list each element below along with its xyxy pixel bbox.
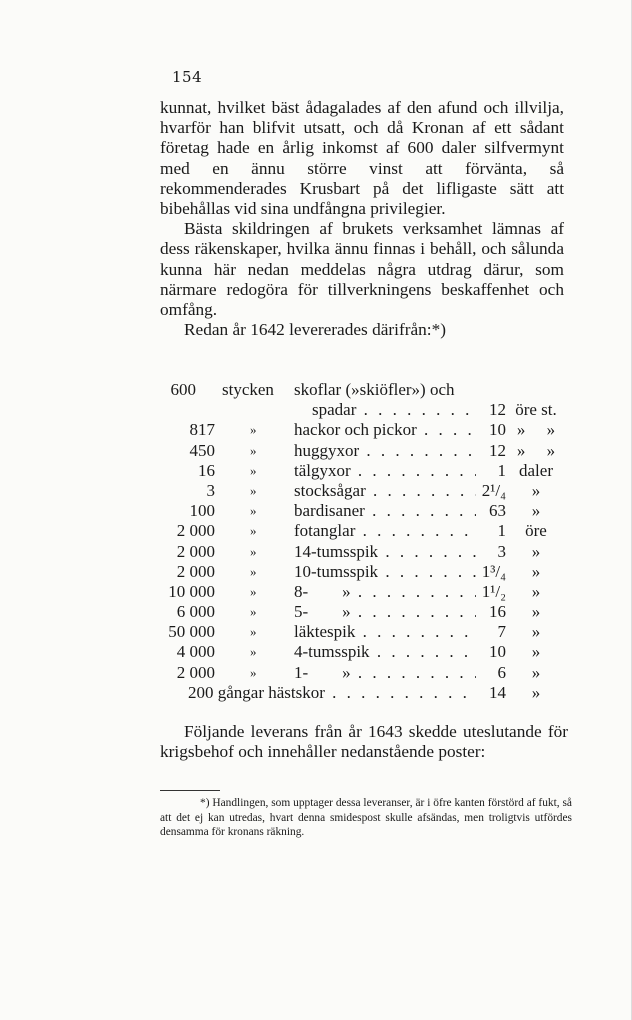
price-unit: » <box>531 480 541 500</box>
table-row <box>160 562 570 582</box>
ditto-mark: » <box>250 442 257 458</box>
price: 2¹/₄ <box>481 480 506 500</box>
ditto-mark: » <box>250 563 257 579</box>
item-name: stocksågar . . . <box>294 481 476 501</box>
body-text <box>160 98 564 340</box>
ditto-mark: » <box>250 583 257 599</box>
price-unit: » <box>531 561 541 581</box>
quantity: 2 000 <box>176 662 215 682</box>
table-row <box>160 380 570 400</box>
price: 16 <box>489 602 506 622</box>
price: 6 <box>497 662 506 682</box>
footnote-text: *) Handlingen, som upptager dessa leveranser, är i öfre kanten förstörd af fukt, så att det ej kan utredas, hvart denna smidespost skulle afsändas, men troligtvis utfördes densamma för kronans räkning. <box>160 797 572 838</box>
price: 63 <box>489 501 506 521</box>
ditto-mark: » <box>250 664 257 680</box>
price: 10 <box>489 642 506 662</box>
unit-word: stycken <box>222 380 274 399</box>
price-unit: » <box>531 662 541 682</box>
following-paragraph <box>160 722 568 762</box>
price-unit: » <box>531 622 541 642</box>
price: 10 <box>489 420 506 440</box>
table-row <box>160 441 570 461</box>
item-name: 200 gångar hästskor . . . <box>188 683 476 703</box>
price: 12 <box>489 400 506 420</box>
quantity: 4 000 <box>176 642 215 662</box>
paragraph-1: kunnat, hvilket bäst ådagalades af den afund och illvilja, hvarför han blifvit utsatt, och då Kronan af ett sådant företag hade en årlig inkomst af 600 daler silfvermynt med en ännu större vinst att förvänta, så rekommenderades Krusbart på det lifligaste sätt att bibehållas vid sina undfångna privilegier. <box>160 98 564 219</box>
price: 14 <box>489 682 506 702</box>
ditto-mark: » <box>250 624 257 640</box>
ditto-mark: » <box>250 604 257 620</box>
ditto-mark: » <box>250 543 257 559</box>
price-unit: » <box>531 602 541 622</box>
quantity: 600 <box>170 380 196 399</box>
table-row <box>160 521 570 541</box>
footnote-rule <box>160 790 220 791</box>
ditto-mark: » <box>250 482 257 498</box>
quantity: 817 <box>189 420 215 440</box>
table-row <box>160 663 570 683</box>
table-row <box>160 461 570 481</box>
price-unit: daler <box>519 460 553 480</box>
price: 1³/₄ <box>481 561 506 581</box>
item-name: 5- » . . . <box>294 602 476 622</box>
ditto-mark: » <box>250 462 257 478</box>
quantity: 16 <box>198 460 215 480</box>
price-unit: » » <box>516 420 556 440</box>
item-name: 1- » . . . <box>294 663 476 683</box>
ditto-mark: » <box>250 503 257 519</box>
table-row <box>160 400 570 420</box>
item-name: huggyxor . . . <box>294 441 476 461</box>
quantity: 50 000 <box>168 622 215 642</box>
quantity: 6 000 <box>176 602 215 622</box>
table-row <box>160 481 570 501</box>
price-unit: » <box>531 682 541 702</box>
quantity: 3 <box>206 480 215 500</box>
table-row <box>160 582 570 602</box>
item-name: skoflar (»skiöfler») och <box>294 380 455 399</box>
item-name: 14-tumsspik . . . <box>294 542 476 562</box>
price-unit: » <box>531 541 541 561</box>
table-row <box>160 622 570 642</box>
table-row <box>160 642 570 662</box>
quantity: 10 000 <box>168 581 215 601</box>
price: 1¹/₂ <box>481 581 506 601</box>
price-unit: » <box>531 581 541 601</box>
price-unit: » » <box>516 440 556 460</box>
quantity: 2 000 <box>176 521 215 541</box>
price: 1 <box>497 521 506 541</box>
item-name: bardisaner . . . <box>294 501 476 521</box>
paragraph-4: Följande leverans från år 1643 skedde uteslutande för krigsbehof och innehåller nedanstående poster: <box>160 722 568 762</box>
price-unit: öre <box>525 521 547 541</box>
item-name: tälgyxor . . . <box>294 461 476 481</box>
price: 12 <box>489 440 506 460</box>
paragraph-3: Redan år 1642 levererades därifrån:*) <box>184 320 446 340</box>
table-row <box>160 542 570 562</box>
table-row <box>160 501 570 521</box>
price: 3 <box>497 541 506 561</box>
ditto-mark: » <box>250 422 257 438</box>
item-name: hackor och pickor . . . <box>294 420 476 440</box>
item-name: 4-tumsspik . . . <box>294 642 476 662</box>
table-row <box>160 602 570 622</box>
price-unit: » <box>531 642 541 662</box>
table-row <box>160 683 570 703</box>
item-name: fotanglar . . . <box>294 521 476 541</box>
paragraph-2: Bästa skildringen af brukets verksamhet lämnas af dess räkenskaper, hvilka ännu finnas i behåll, och sålunda kunna här nedan meddelas några utdrag därur, som närmare redogöra för tillverkningens beskaffenhet och omfång. <box>160 219 564 320</box>
price-unit: öre st. <box>515 400 557 420</box>
footnote <box>160 796 572 840</box>
item-name: läktespik . . . <box>294 622 476 642</box>
ditto-mark: » <box>250 644 257 660</box>
price: 7 <box>497 622 506 642</box>
page-number: 154 <box>172 68 203 86</box>
table-row <box>160 420 570 440</box>
item-name: spadar . . . <box>312 400 476 420</box>
item-name: 10-tumsspik . . . <box>294 562 476 582</box>
quantity: 100 <box>189 501 215 521</box>
delivery-table <box>160 380 570 703</box>
price-unit: » <box>531 501 541 521</box>
quantity: 450 <box>189 440 215 460</box>
item-name: 8- » . . . <box>294 582 476 602</box>
quantity: 2 000 <box>176 541 215 561</box>
ditto-mark: » <box>250 523 257 539</box>
quantity: 2 000 <box>176 561 215 581</box>
price: 1 <box>497 460 506 480</box>
